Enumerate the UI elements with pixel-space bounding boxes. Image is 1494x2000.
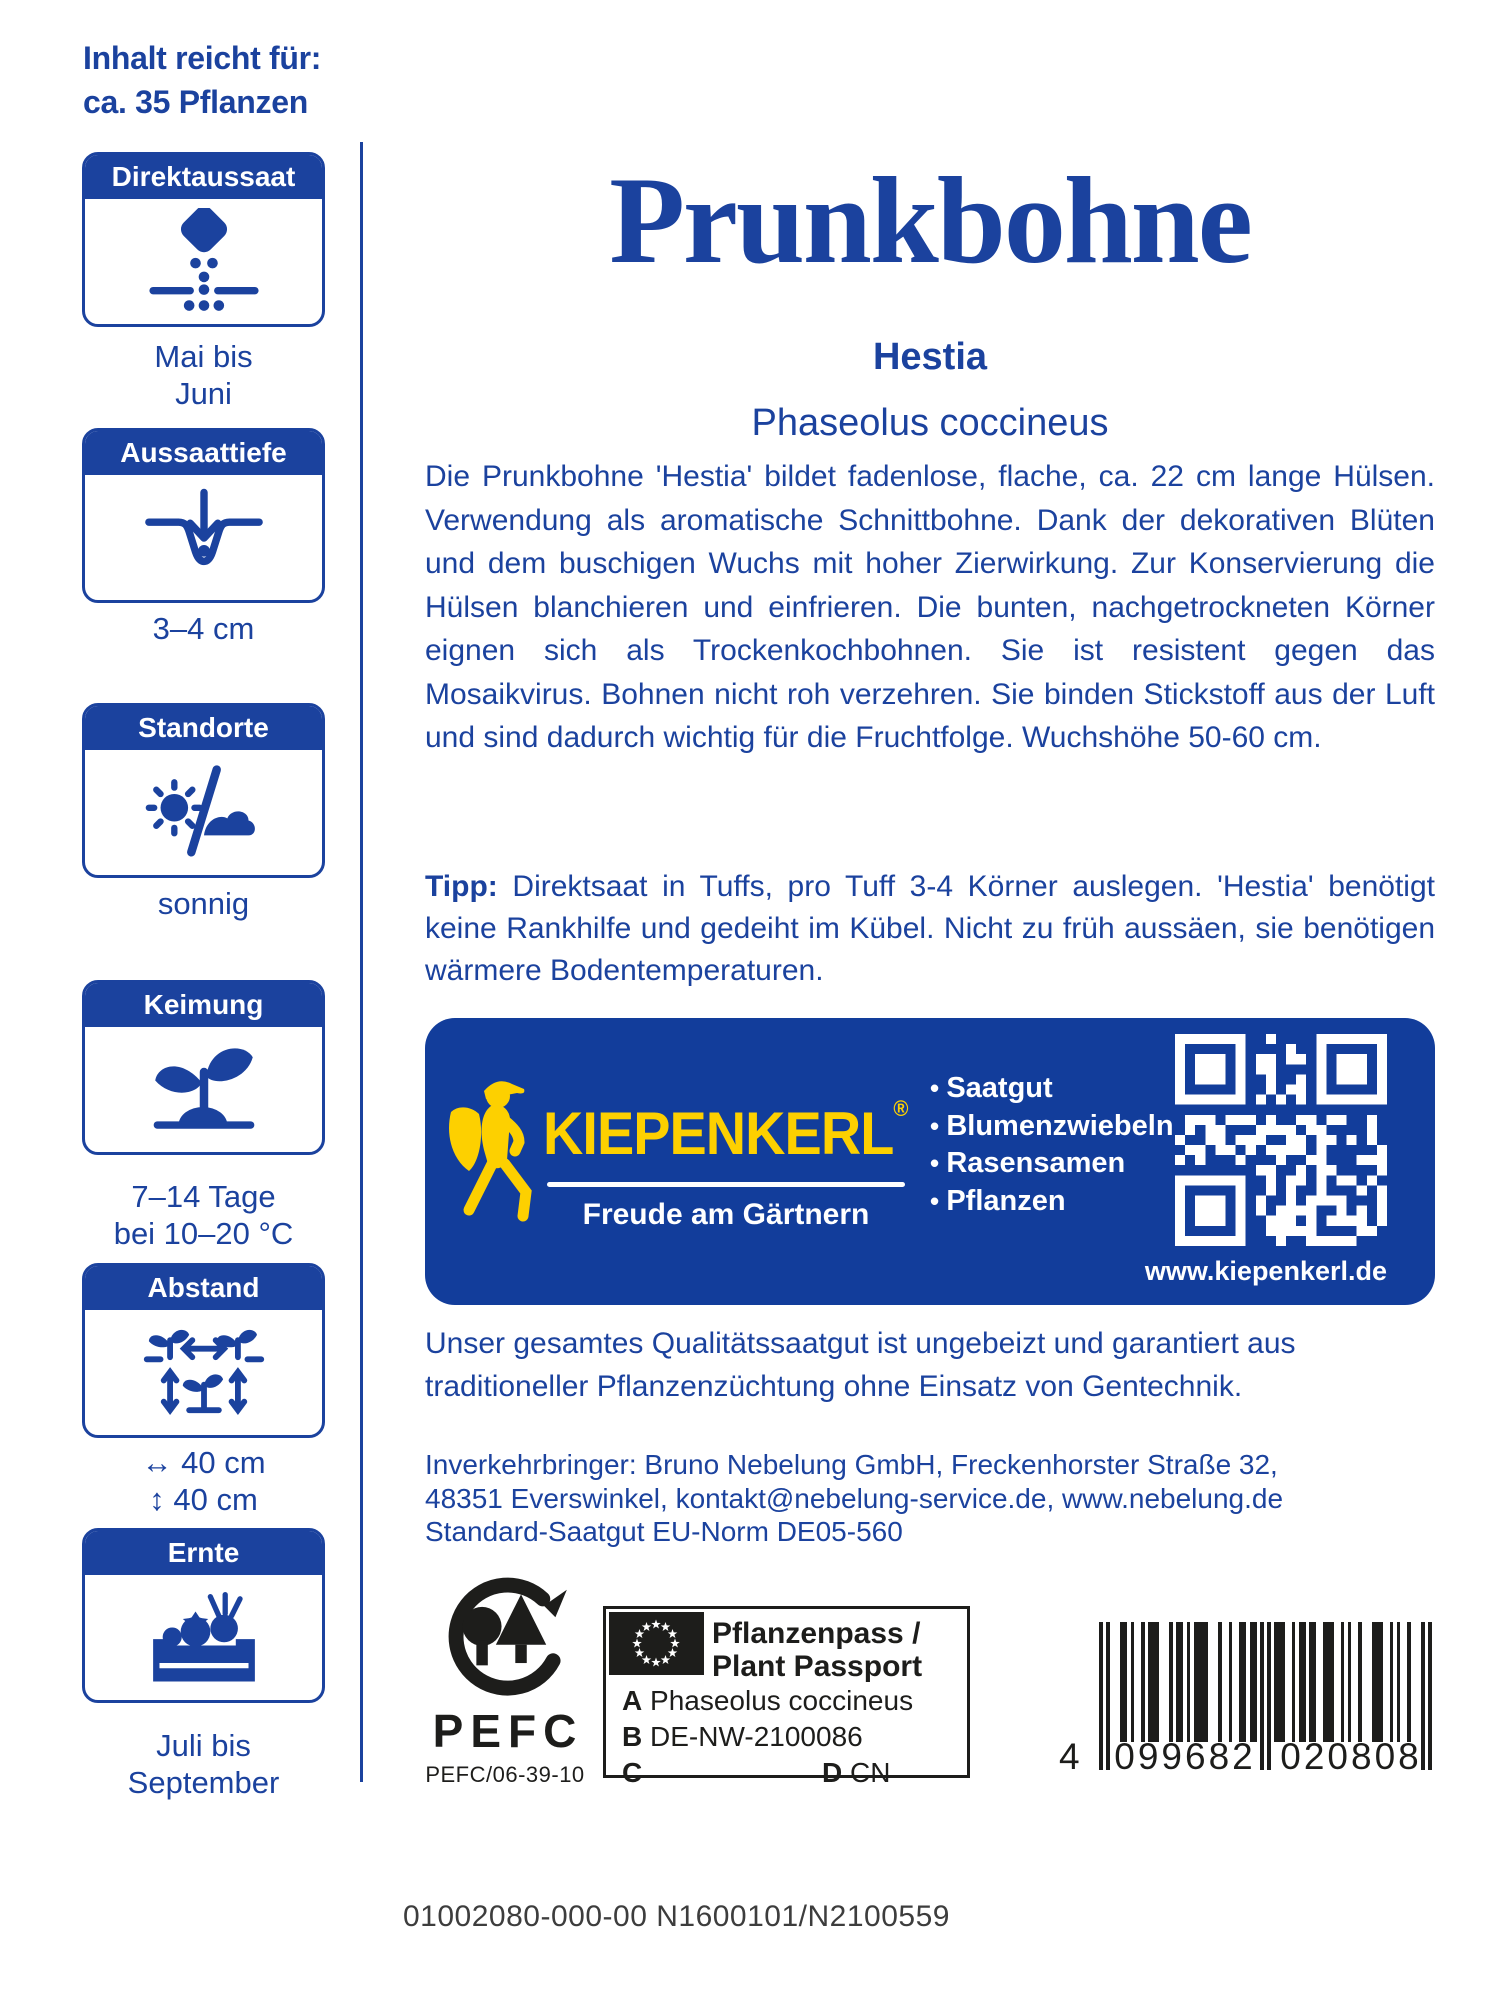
sowing-depth-icon	[125, 484, 283, 590]
article-code: 01002080-000-00 N1600101/N2100559	[403, 1900, 950, 1933]
ean-barcode	[1059, 1622, 1422, 1787]
description-text: Die Prunkbohne 'Hestia' bildet fadenlose, flache, ca. 22 cm lange Hülsen. Verwendung als aromatische Schnittbohne. Dank der dekorativen Blüten und dem buschigen Wuchs mit hoher Zierwirkung. Zur Konservierung die Hülsen blanchieren und einfrieren. Die bunten, nachgetrockneten Körner eignen sich als Trockenkochbohnen. Sie ist resistent gegen das Mosaikvirus. Bohnen nicht roh verzehren. Sie binden Stickstoff aus der Luft und sind dadurch wichtig für die Fruchtfolge. Wuchshöhe 50-60 cm.	[425, 460, 1435, 754]
caption-line: Juli bis	[156, 1728, 251, 1763]
caption-line: September	[127, 1765, 280, 1800]
brand-underline	[547, 1182, 905, 1187]
info-box-title: Ernte	[85, 1531, 322, 1575]
content-note-line1: Inhalt reicht für:	[83, 40, 322, 76]
product-item: • Blumenzwiebeln	[930, 1108, 1174, 1146]
kiepenkerl-figure-icon	[447, 1076, 547, 1226]
barcode-digit: 4	[1059, 1736, 1080, 1777]
tip-label: Tipp:	[425, 870, 498, 903]
info-box-abstand	[82, 1263, 325, 1438]
pefc-certification	[425, 1576, 585, 1788]
caption-ernte	[82, 1727, 325, 1801]
info-box-title: Keimung	[85, 983, 322, 1027]
vertical-divider	[360, 142, 363, 1782]
product-item: • Saatgut	[930, 1070, 1174, 1108]
botanical-name: Phaseolus coccineus	[751, 402, 1109, 444]
info-box-title: Abstand	[85, 1266, 322, 1310]
product-list	[930, 1070, 1174, 1220]
website-url: www.kiepenkerl.de	[1144, 1256, 1387, 1286]
passport-row-cd: C D CN	[622, 1757, 891, 1788]
harvest-icon	[125, 1584, 283, 1690]
product-item: • Rasensamen	[930, 1145, 1174, 1183]
caption-standorte	[82, 885, 325, 922]
spacing-icon	[125, 1319, 283, 1425]
pefc-name: PEFC	[432, 1705, 584, 1757]
distributor-line3: Standard-Saatgut EU-Norm DE05-560	[425, 1516, 903, 1547]
caption-aussaattiefe	[82, 610, 325, 647]
quality-note: Unser gesamtes Qualitätssaatgut ist ungebeizt und garantiert aus traditioneller Pflanzenzüchtung ohne Einsatz von Gentechnik.	[425, 1327, 1296, 1403]
distributor-line2: 48351 Everswinkel, kontakt@nebelung-service.de, www.nebelung.de	[425, 1482, 1284, 1514]
eu-flag-icon	[609, 1612, 704, 1675]
tip-text: Tipp: Direktsaat in Tuffs, pro Tuff 3-4 Körner auslegen. 'Hestia' benötigt keine Rankhilfe und gedeiht im Kübel. Nicht zu früh aussäen, sie benötigen wärmere Bodentemperaturen.	[425, 870, 1435, 987]
caption-line: ↕ 40 cm	[149, 1482, 258, 1517]
info-box-title: Direktaussaat	[85, 155, 322, 199]
distributor-info	[425, 1448, 1435, 1549]
caption-line: 7–14 Tage	[131, 1179, 276, 1214]
caption-line: Juni	[175, 376, 232, 411]
passport-row-a: A Phaseolus coccineus	[622, 1685, 914, 1716]
passport-rows	[622, 1683, 913, 1791]
content-note	[83, 36, 321, 124]
product-item: • Pflanzen	[930, 1183, 1174, 1221]
page-title: Prunkbohne	[609, 152, 1251, 289]
info-box-ernte	[82, 1528, 325, 1703]
passport-row-b: B DE-NW-2100086	[622, 1721, 863, 1752]
caption-line: 3–4 cm	[152, 611, 255, 646]
info-box-aussaattiefe	[82, 428, 325, 603]
registered-mark: ®	[893, 1096, 908, 1121]
caption-line: sonnig	[157, 886, 250, 921]
caption-line: bei 10–20 °C	[113, 1216, 294, 1251]
info-box-standorte	[82, 703, 325, 878]
plant-passport	[603, 1606, 970, 1788]
main-column	[425, 0, 1435, 2000]
distributor-line1: Inverkehrbringer: Bruno Nebelung GmbH, Freckenhorster Straße 32,	[425, 1449, 1278, 1480]
barcode-group2: 020808	[1280, 1736, 1422, 1777]
content-note-line2: ca. 35 Pflanzen	[83, 84, 308, 120]
caption-line: ↔ 40 cm	[141, 1445, 266, 1480]
brand-banner	[425, 1018, 1435, 1305]
passport-title: Pflanzenpass / Plant Passport	[712, 1617, 923, 1683]
qr-code	[1175, 1034, 1387, 1246]
info-box-title: Aussaattiefe	[85, 431, 322, 475]
caption-direktaussaat	[82, 338, 325, 412]
caption-abstand	[82, 1444, 325, 1518]
caption-keimung	[82, 1178, 325, 1252]
caption-line: Mai bis	[154, 339, 253, 374]
brand-slogan: Freude am Gärtnern	[582, 1198, 870, 1231]
germination-icon	[125, 1036, 283, 1142]
pefc-logo-icon	[436, 1576, 574, 1702]
pefc-code: PEFC/06-39-10	[425, 1762, 585, 1787]
info-box-title: Standorte	[85, 706, 322, 750]
barcode-group1: 099682	[1114, 1736, 1256, 1777]
info-box-keimung	[82, 980, 325, 1155]
direct-sowing-icon	[125, 208, 283, 314]
variety-name: Hestia	[872, 336, 988, 378]
brand-wordmark: KIEPENKERL®	[543, 1096, 908, 1167]
info-box-direktaussaat	[82, 152, 325, 327]
sun-location-icon	[125, 759, 283, 865]
